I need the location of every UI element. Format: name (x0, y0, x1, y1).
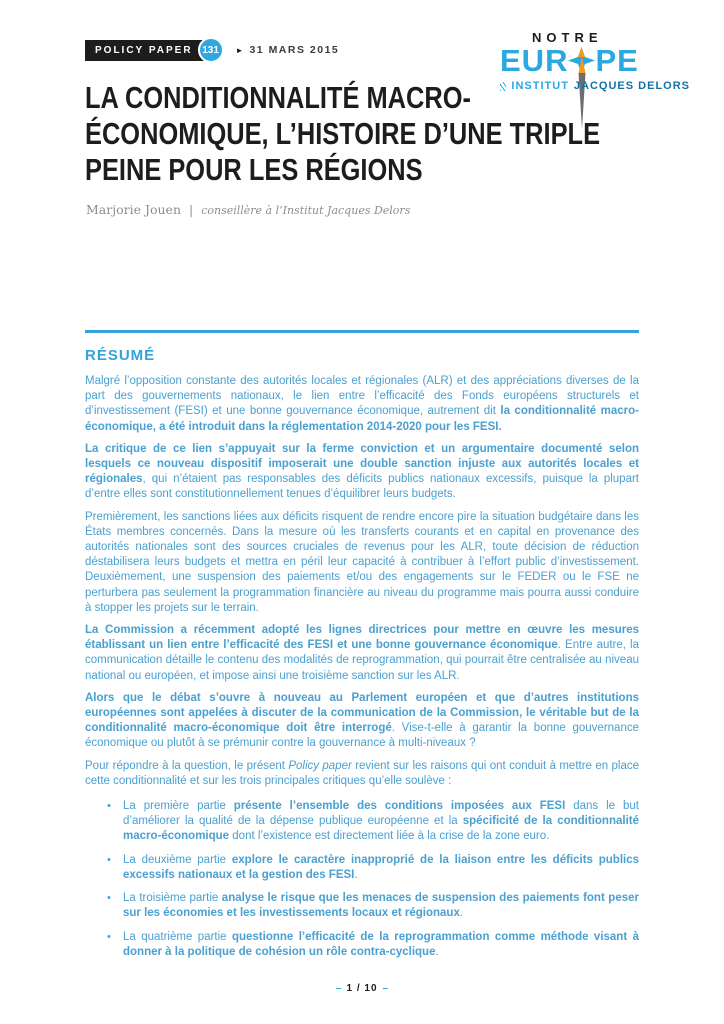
resume-section (85, 330, 639, 968)
resume-paragraph: Premièrement, les sanctions liées aux déficits risquent de rendre encore pire la situation budgétaire dans les États membres concernés. Dans la mesure où les transferts courants et en capital en provenance des autorités nationales sont des sources cruciales de revenus pour les ALR, toute décision de réduction déstabilisera leurs budgets et mettra en péril leur capacité à contribuer à l’effort public d’investissement. Deuxièmement, une suspension des paiements et/ou des engagements sur le FEDER ou le FSE ne perturbera pas seulement la programmation financière au niveau du programme mais pourra aussi conduire à stopper les projets sur le terrain. (85, 510, 639, 614)
title-line: LA CONDITIONNALITÉ MACRO- (85, 80, 471, 115)
author-separator: | (189, 202, 194, 217)
footer-dash-left: – (335, 983, 342, 994)
page-footer (0, 983, 724, 994)
bullet-marker: • (107, 800, 111, 813)
logo-europe-pre: EUR (500, 43, 569, 78)
bullet-marker: • (107, 853, 111, 866)
resume-paragraph: Alors que le débat s’ouvre à nouveau au Parlement européen et que d’autres institutions européennes sont appelées à discuter de la communication de la Commission, le véritable but de la conditionnalité macro-économique doit être interrogé. Vise-t-elle à garantir la bonne gouvernance économique ou plutôt à se prémunir contre la gouvernance à multi-niveaux ? (85, 691, 639, 750)
bullet-text: La deuxième partie explore le caractère inapproprié de la liaison entre les déficits publics excessifs nationaux et la gestion des FESI. (123, 853, 639, 881)
logo-jacques-delors-text: JACQUES DELORS (573, 80, 690, 92)
compass-icon (568, 47, 595, 74)
bullet-marker: • (107, 892, 111, 905)
footer-dash-right: – (382, 983, 389, 994)
badge-row (85, 38, 339, 62)
arrow-icon: ► (235, 45, 244, 55)
logo-notre-text: NOTRE (532, 30, 603, 45)
hatch-lines-icon (500, 82, 506, 91)
page-title (85, 80, 600, 188)
bullet-item (107, 891, 639, 921)
bullet-item (107, 930, 639, 960)
issue-number-badge: 131 (198, 37, 224, 63)
policy-paper-label: POLICY PAPER (95, 44, 193, 56)
bullet-text: La quatrième partie questionne l’efficacité de la reprogrammation comme méthode visant à donner à la politique de cohésion un rôle contra-cyclique. (123, 930, 639, 958)
resume-paragraph: La critique de ce lien s’appuyait sur la ferme conviction et un argumentaire documenté selon lesquels ce nouveau dispositif imposerait une double sanction injuste aux autorités locales et régionales, qui n’étaient pas responsables des déficits publics nationaux excessifs, puisque la plupart d’entre elles sont constitutionnellement tenues d’équilibrer leurs budgets. (85, 442, 639, 501)
author-role: conseillère à l’Institut Jacques Delors (201, 204, 411, 217)
title-line: PEINE POUR LES RÉGIONS (85, 152, 423, 187)
bullet-item (107, 799, 639, 845)
logo-europe-post: PE (595, 43, 639, 78)
bullet-text: La première partie présente l’ensemble des conditions imposées aux FESI dans le but d’améliorer la qualité de la dépense publique européenne et la spécificité de la conditionnalité macro-économique dont l’existence est directement liée à la crise de la zone euro. (123, 800, 639, 843)
author-name: Marjorie Jouen (86, 202, 182, 217)
resume-paragraph: Malgré l’opposition constante des autorités locales et régionales (ALR) et des appréciations diverses de la part des gouvernements nationaux, le lien entre l’efficacité des Fonds européens structurels et d’investissement (FESI) et une bonne gouvernance économique, autrement dit la conditionnalité macro-économique, a été introduit dans la réglementation 2014-2020 pour les FESI. (85, 375, 639, 433)
policy-paper-badge (85, 40, 209, 61)
bullet-marker: • (107, 930, 111, 943)
logo-institut-row (500, 80, 690, 92)
author-line (86, 202, 410, 217)
resume-bullets (85, 799, 639, 960)
logo-institut-text: INSTITUT (511, 80, 569, 92)
resume-heading: RÉSUMÉ (85, 347, 156, 364)
bullet-text: La troisième partie analyse le risque que les menaces de suspension des paiements font peser sur les économies et les investissements locaux et régionaux. (123, 892, 639, 920)
logo-europe-text (500, 45, 690, 77)
page-number: 1 / 10 (346, 983, 378, 994)
resume-paragraphs (85, 374, 639, 789)
resume-paragraph: Pour répondre à la question, le présent Policy paper revient sur les raisons qui ont conduit à mettre en place cette conditionnalité et sur les trois principales critiques qu’elle soulève : (85, 759, 639, 787)
bullet-item (107, 853, 639, 883)
title-line: ÉCONOMIQUE, L’HISTOIRE D’UNE TRIPLE (85, 116, 601, 151)
notre-europe-logo (500, 30, 690, 92)
resume-paragraph: La Commission a récemment adopté les lignes directrices pour mettre en œuvre les mesures établissant un lien entre l’efficacité des FESI et une bonne gouvernance économique. Entre autre, la communication détaille le contenu des modalités de reprogrammation, qui pourrait être centralisée au niveau national ou européen, et impose ainsi une troisième sanction sur les ALR. (85, 624, 639, 682)
publication-date: 31 MARS 2015 (249, 44, 340, 56)
